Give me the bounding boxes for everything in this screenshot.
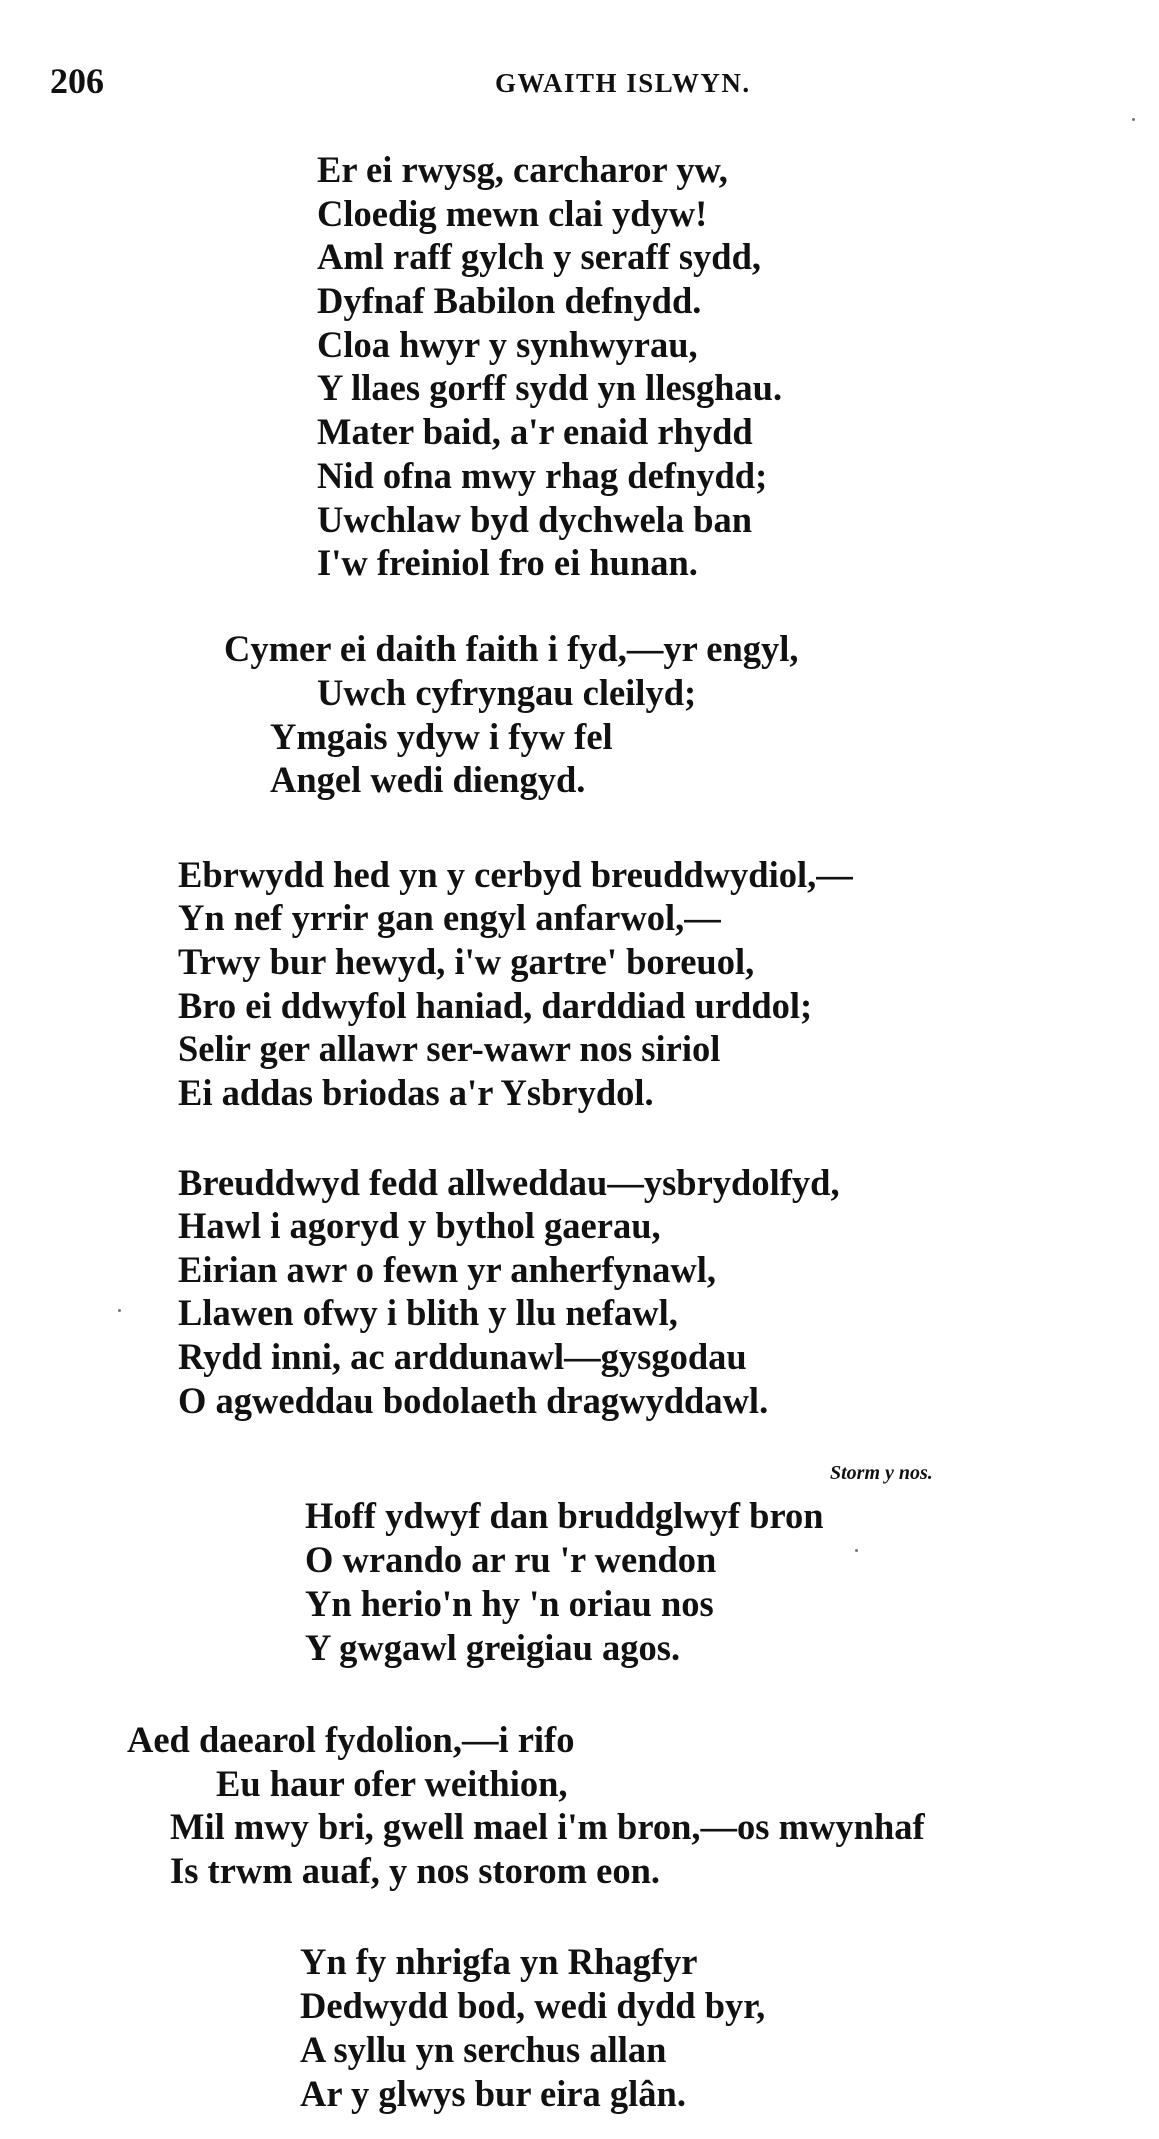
verse-line: Dyfnaf Babilon defnydd. (317, 280, 702, 321)
verse-line: Hoff ydwyf dan bruddglwyf bron (305, 1495, 824, 1536)
verse-line: Aed daearol fydolion,—i rifo (127, 1719, 575, 1760)
verse-line: Uwch cyfryngau cleilyd; (317, 672, 697, 713)
verse-line: Yn nef yrrir gan engyl anfarwol,— (178, 897, 721, 938)
verse-line: O wrando ar ru 'r wendon (305, 1539, 717, 1580)
verse-line: Mater baid, a'r enaid rhydd (317, 411, 753, 452)
scan-speck (855, 1549, 858, 1552)
scan-speck (1132, 118, 1135, 121)
verse-line: Dedwydd bod, wedi dydd byr, (300, 1985, 766, 2026)
verse-line: Yn fy nhrigfa yn Rhagfyr (300, 1941, 698, 1982)
verse-line: Yn herio'n hy 'n oriau nos (305, 1583, 714, 1624)
verse-line: Y gwgawl greigiau agos. (305, 1627, 681, 1668)
verse-line: Trwy bur hewyd, i'w gartre' boreuol, (178, 941, 755, 982)
verse-line: Rydd inni, ac arddunawl—gysgodau (178, 1336, 747, 1377)
verse-line: Selir ger allawr ser-wawr nos siriol (178, 1028, 721, 1069)
verse-line: Cloedig mewn clai ydyw! (317, 193, 708, 234)
running-title: GWAITH ISLWYN. (495, 68, 751, 98)
verse-line: Nid ofna mwy rhag defnydd; (317, 455, 768, 496)
verse-line: Hawl i agoryd y bythol gaerau, (178, 1205, 661, 1246)
verse-line: A syllu yn serchus allan (300, 2029, 667, 2070)
verse-line: Ei addas briodas a'r Ysbrydol. (178, 1072, 654, 1113)
verse-line: Is trwm auaf, y nos storom eon. (170, 1850, 661, 1891)
verse-line: Er ei rwysg, carcharor yw, (317, 149, 728, 190)
verse-line: Bro ei ddwyfol haniad, darddiad urddol; (178, 985, 813, 1026)
page-number: 206 (50, 61, 104, 101)
verse-line: Eirian awr o fewn yr anherfynawl, (178, 1249, 717, 1290)
scan-speck (118, 1309, 121, 1312)
verse-line: Cymer ei daith faith i fyd,—yr engyl, (224, 628, 799, 669)
verse-line: Ebrwydd hed yn y cerbyd breuddwydiol,— (178, 854, 853, 895)
verse-line: Cloa hwyr y synhwyrau, (317, 324, 698, 365)
verse-line: Angel wedi diengyd. (270, 759, 586, 800)
verse-line: Y llaes gorff sydd yn llesghau. (317, 367, 783, 408)
section-title: Storm y nos. (830, 1462, 933, 1484)
verse-line: Aml raff gylch y seraff sydd, (317, 236, 762, 277)
verse-line: I'w freiniol fro ei hunan. (317, 542, 698, 583)
verse-line: Uwchlaw byd dychwela ban (317, 499, 753, 540)
verse-line: Ymgais ydyw i fyw fel (270, 716, 613, 757)
verse-line: Mil mwy bri, gwell mael i'm bron,—os mwynhaf (170, 1806, 925, 1847)
verse-line: Breuddwyd fedd allweddau—ysbrydolfyd, (178, 1162, 840, 1203)
verse-line: Ar y glwys bur eira glân. (300, 2073, 686, 2114)
verse-line: Eu haur ofer weithion, (216, 1763, 568, 1804)
verse-line: O agweddau bodolaeth dragwyddawl. (178, 1380, 769, 1421)
verse-line: Llawen ofwy i blith y llu nefawl, (178, 1292, 678, 1333)
